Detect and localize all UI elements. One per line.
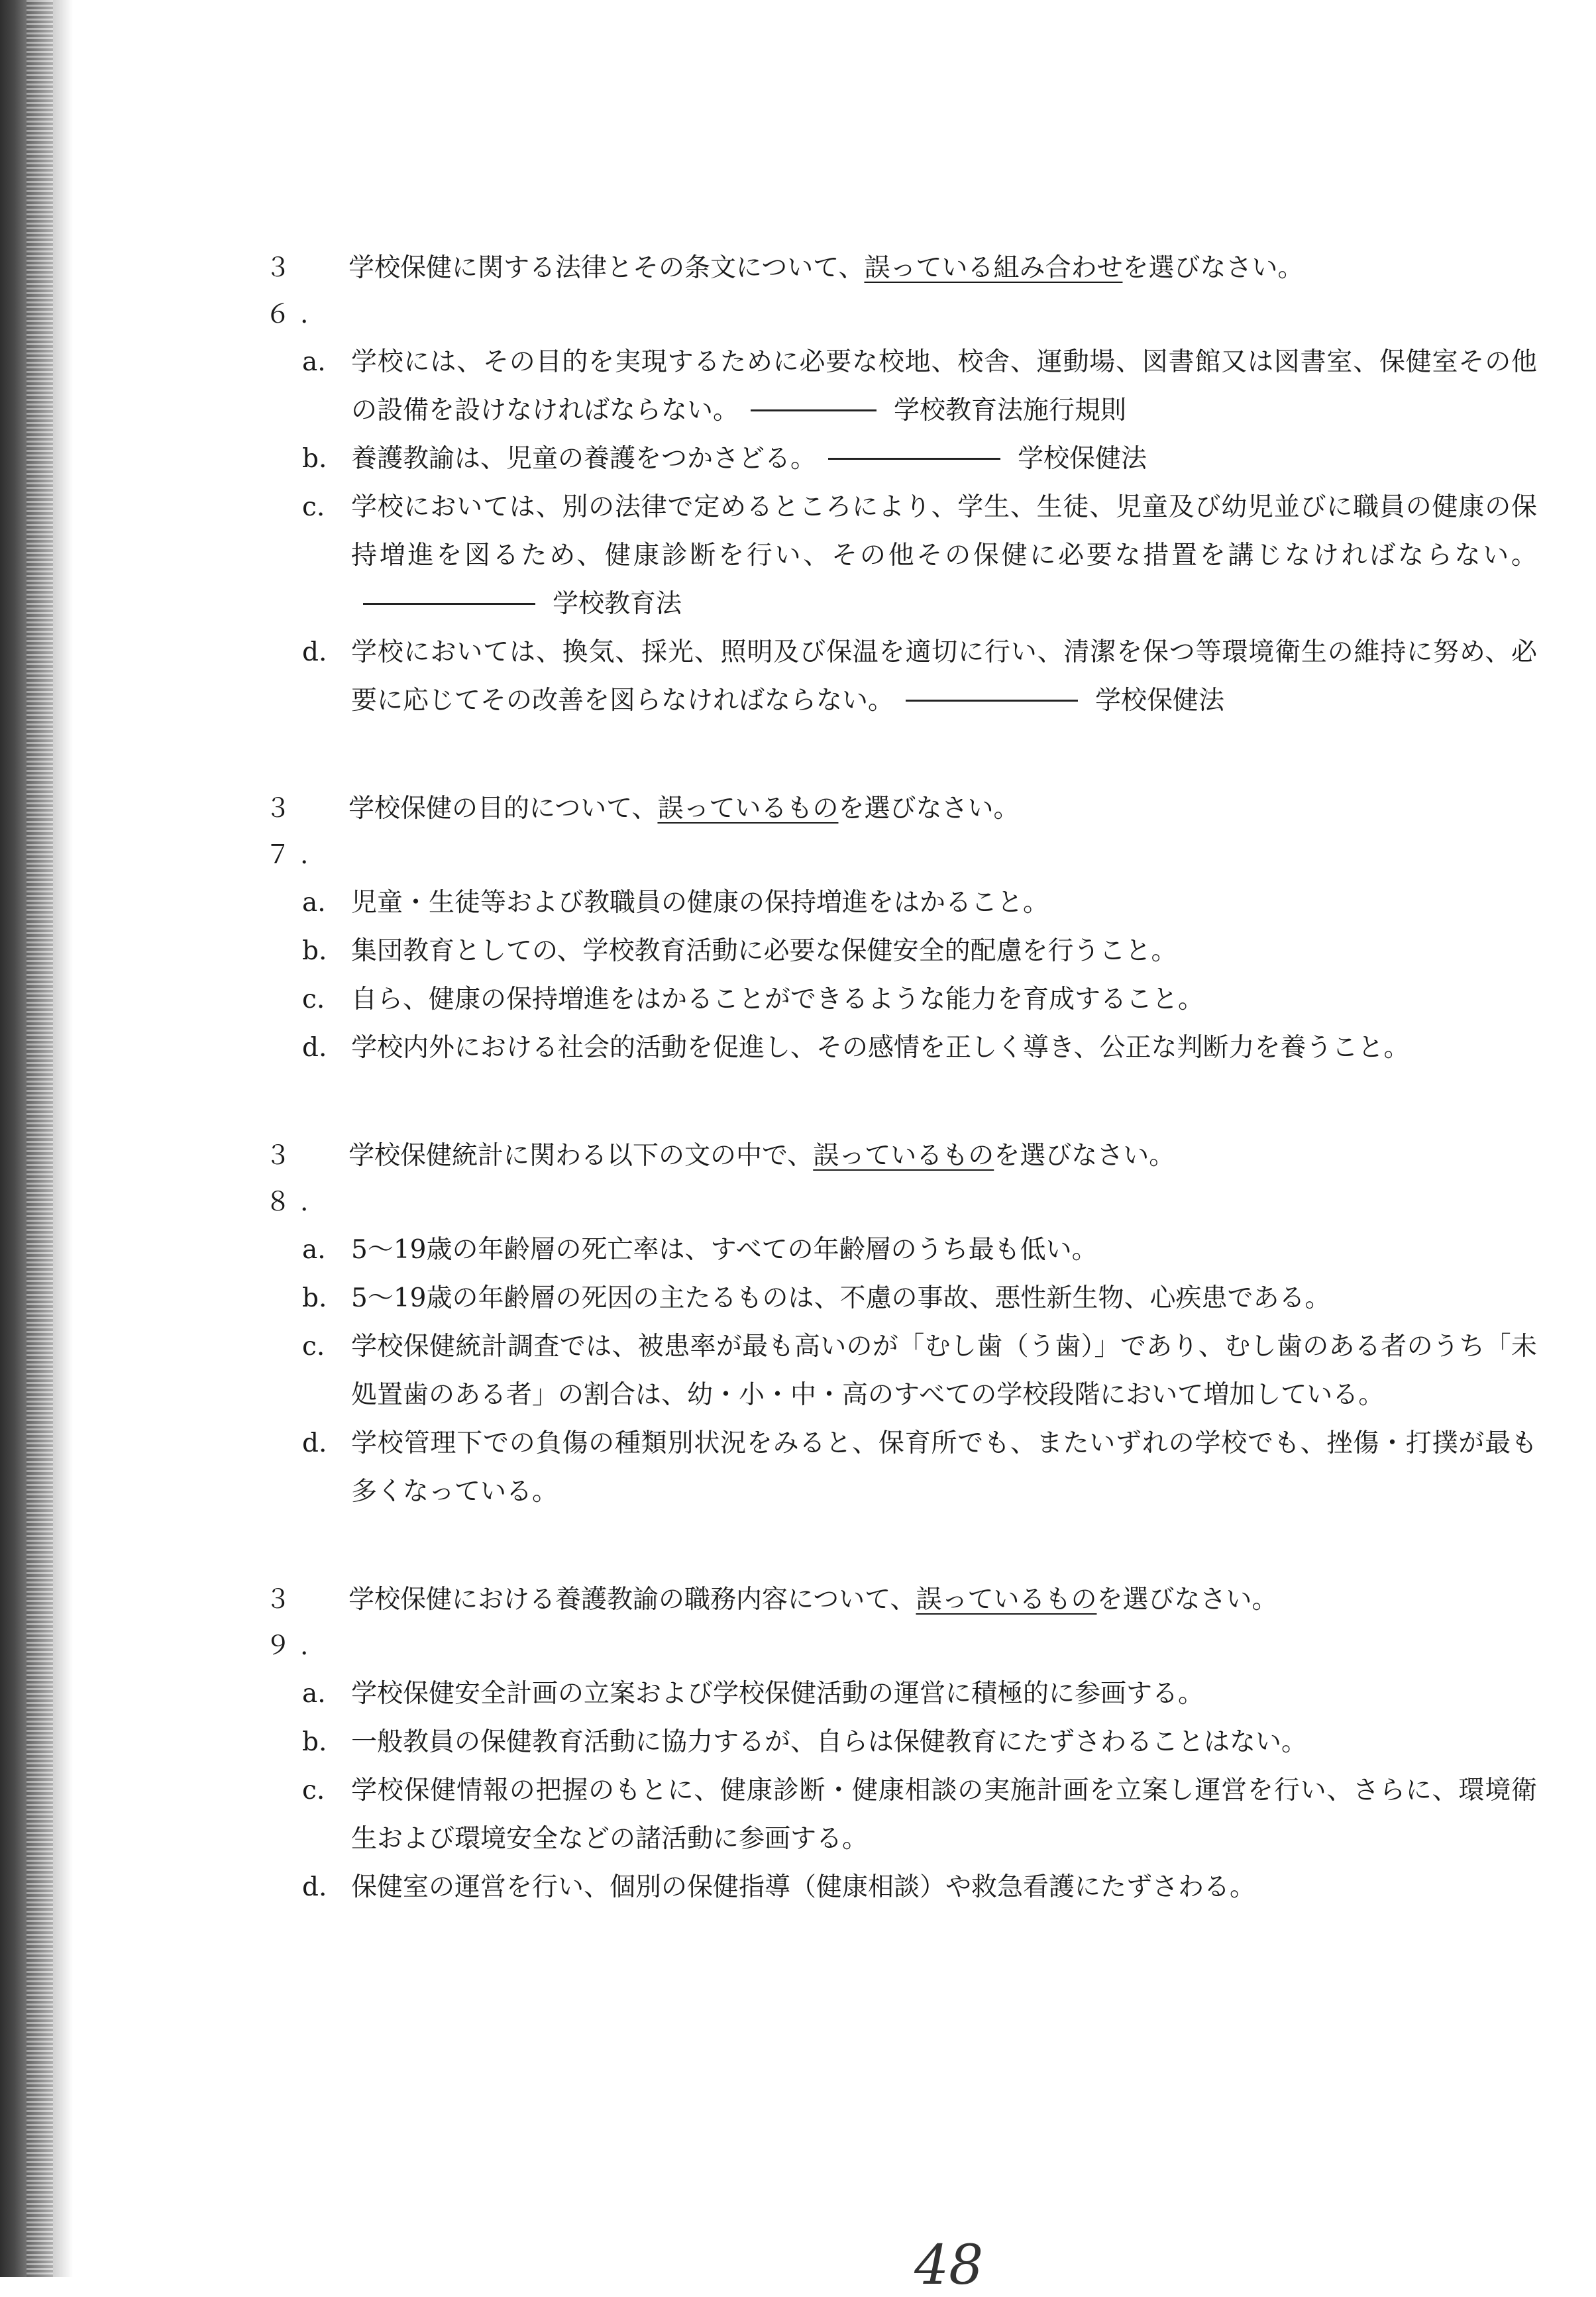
choice-label: b. — [302, 1727, 327, 1757]
choice-text: 学校管理下での負傷の種類別状況をみると、保育所でも、またいずれの学校でも、挫傷・打撲が最も多くなっている。 — [351, 1428, 1537, 1507]
underlined-phrase: 誤っているもの — [813, 1141, 994, 1171]
question-text: 学校保健に関する法律とその条文について、誤っている組み合わせを選びなさい。 — [348, 253, 1304, 283]
choice-d — [302, 1419, 1537, 1516]
choice-label: c. — [302, 492, 325, 522]
question-number: ３７. — [265, 794, 318, 870]
choice-label: d. — [302, 1033, 327, 1063]
question-number: ３８. — [265, 1141, 318, 1217]
law-name: 学校教育法施行規則 — [894, 396, 1127, 425]
choice-text: 学校においては、換気、採光、照明及び保温を適切に行い、清潔を保つ等環境衛生の維持に努め、必要に応じてその改善を図らなければならない。 学校保健法 — [351, 637, 1537, 716]
choice-label: a. — [302, 888, 326, 918]
law-name: 学校保健法 — [1018, 444, 1147, 474]
choice-text: 児童・生徒等および教職員の健康の保持増進をはかること。 — [351, 888, 1049, 918]
choice-d — [302, 1863, 1537, 1911]
choice-b — [302, 1274, 1537, 1322]
choice-a — [302, 879, 1537, 927]
question-header — [265, 1133, 1537, 1226]
choice-c — [302, 1322, 1537, 1419]
choice-text: 学校保健統計調査では、被患率が最も高いのが「むし歯（う歯）」であり、むし歯のある者のうち「未処置歯のある者」の割合は、幼・小・中・高のすべての学校段階において増加している。 — [351, 1332, 1537, 1410]
question-header — [265, 245, 1537, 338]
question-header — [265, 1577, 1537, 1670]
scan-edge-noise — [27, 0, 53, 2277]
choice-text: 学校には、その目的を実現するために必要な校地、校舎、運動場、図書館又は図書室、保健室その他の設備を設けなければならない。 学校教育法施行規則 — [351, 347, 1537, 425]
choice-c — [302, 1766, 1537, 1863]
choice-label: d. — [302, 637, 327, 667]
choice-label: a. — [302, 1679, 326, 1709]
question-39 — [265, 1577, 1537, 1911]
choice-a — [302, 1670, 1537, 1718]
choice-d — [302, 1024, 1537, 1072]
choice-label: c. — [302, 985, 325, 1014]
choice-text: 学校内外における社会的活動を促進し、その感情を正しく導き、公正な判断力を養うこと。 — [351, 1033, 1410, 1063]
choice-b — [302, 927, 1537, 975]
choice-text: 自ら、健康の保持増進をはかることができるような能力を育成すること。 — [351, 985, 1204, 1014]
dash-line — [363, 603, 535, 605]
choice-label: b. — [302, 936, 327, 966]
choice-label: d. — [302, 1872, 327, 1902]
question-text: 学校保健の目的について、誤っているものを選びなさい。 — [348, 794, 1020, 824]
document-body — [265, 245, 1537, 1911]
dash-line — [906, 700, 1078, 702]
question-number: ３６. — [265, 253, 318, 329]
choice-text: 学校保健情報の把握のもとに、健康診断・健康相談の実施計画を立案し運営を行い、さらに、環境衛生および環境安全などの諸活動に参画する。 — [351, 1776, 1537, 1854]
choice-b — [302, 1718, 1537, 1766]
question-37 — [265, 786, 1537, 1072]
choice-label: c. — [302, 1776, 325, 1805]
dash-line — [828, 458, 1000, 460]
choice-b — [302, 435, 1537, 483]
choice-a — [302, 338, 1537, 435]
choice-text: 養護教諭は、児童の養護をつかさどる。 学校保健法 — [351, 444, 1147, 474]
choice-text: 5～19歳の年齢層の死亡率は、すべての年齢層のうち最も低い。 — [351, 1235, 1098, 1265]
choice-c — [302, 483, 1537, 628]
question-header — [265, 786, 1537, 879]
choice-text: 5～19歳の年齢層の死因の主たるものは、不慮の事故、悪性新生物、心疾患である。 — [351, 1283, 1331, 1313]
question-number: ３９. — [265, 1585, 318, 1661]
page-number: 48 — [914, 2234, 984, 2297]
question-text: 学校保健における養護教諭の職務内容について、誤っているものを選びなさい。 — [348, 1585, 1278, 1615]
dash-line — [751, 409, 877, 411]
law-name: 学校教育法 — [553, 589, 682, 619]
question-38 — [265, 1133, 1537, 1516]
choice-text: 集団教育としての、学校教育活動に必要な保健安全的配慮を行うこと。 — [351, 936, 1177, 966]
choice-text: 一般教員の保健教育活動に協力するが、自らは保健教育にたずさわることはない。 — [351, 1727, 1308, 1757]
choice-label: c. — [302, 1332, 325, 1362]
choice-label: d. — [302, 1428, 327, 1458]
underlined-phrase: 誤っている組み合わせ — [864, 253, 1123, 283]
underlined-phrase: 誤っているもの — [657, 794, 839, 824]
choice-a — [302, 1226, 1537, 1274]
law-name: 学校保健法 — [1095, 686, 1225, 716]
choice-d — [302, 628, 1537, 725]
question-text: 学校保健統計に関わる以下の文の中で、誤っているものを選びなさい。 — [348, 1141, 1175, 1171]
choice-text: 保健室の運営を行い、個別の保健指導（健康相談）や救急看護にたずさわる。 — [351, 1872, 1256, 1902]
underlined-phrase: 誤っているもの — [916, 1585, 1097, 1615]
choice-label: a. — [302, 1235, 326, 1265]
choice-c — [302, 975, 1537, 1024]
choice-text: 学校においては、別の法律で定めるところにより、学生、生徒、児童及び幼児並びに職員の健康の保持増進を図るため、健康診断を行い、その他その保健に必要な措置を講じなければならない。学校教育法 — [351, 492, 1537, 619]
choice-label: a. — [302, 347, 326, 377]
choice-text: 学校保健安全計画の立案および学校保健活動の運営に積極的に参画する。 — [351, 1679, 1204, 1709]
question-36 — [265, 245, 1537, 725]
choice-label: b. — [302, 1283, 327, 1313]
choice-label: b. — [302, 444, 327, 474]
